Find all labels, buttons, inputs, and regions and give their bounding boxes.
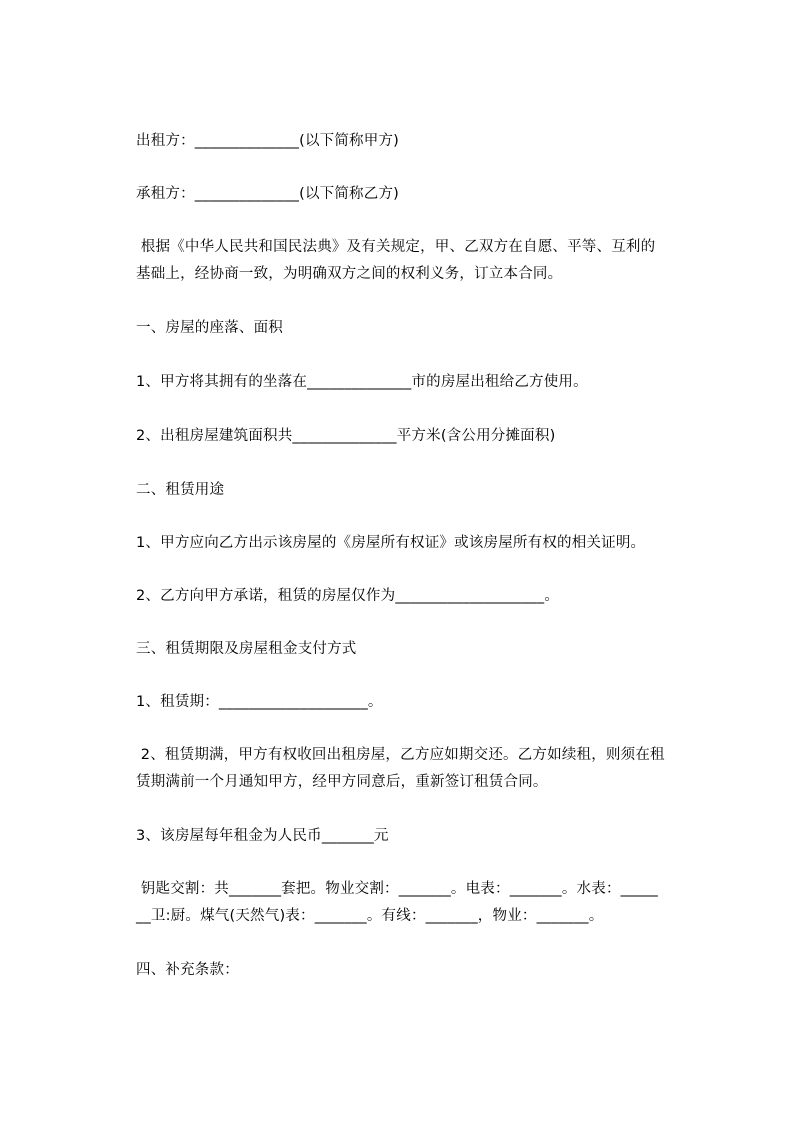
section-1-item-2: 2、出租房屋建筑面积共______________平方米(含公用分摊面积) bbox=[136, 428, 556, 444]
section-3-item-2-line-2: 赁期满前一个月通知甲方，经甲方同意后，重新签订租赁合同。 bbox=[136, 774, 548, 790]
lessee-line: 承租方：______________(以下简称乙方) bbox=[136, 186, 400, 202]
handover-line-1: 钥匙交割：共_______套把。物业交割：_______。电表：_______。水表：_____ bbox=[136, 881, 658, 897]
section-3-title: 三、租赁期限及房屋租金支付方式 bbox=[136, 641, 357, 657]
section-4-title: 四、补充条款： bbox=[136, 962, 239, 978]
preamble-line-1: 根据《中华人民共和国民法典》及有关规定，甲、乙双方在自愿、平等、互利的 bbox=[136, 239, 656, 255]
section-3-item-2-line-1: 2、租赁期满，甲方有权收回出租房屋，乙方应如期交还。乙方如续租，则须在租 bbox=[136, 747, 665, 763]
section-2-item-2: 2、乙方向甲方承诺，租赁的房屋仅作为____________________。 bbox=[136, 588, 560, 604]
section-2-item-1: 1、甲方应向乙方出示该房屋的《房屋所有权证》或该房屋所有权的相关证明。 bbox=[136, 535, 646, 551]
section-3-item-3: 3、该房屋每年租金为人民币_______元 bbox=[136, 828, 389, 844]
section-3-item-1: 1、租赁期：____________________。 bbox=[136, 694, 383, 710]
lessor-line: 出租方：______________(以下简称甲方) bbox=[136, 133, 400, 149]
section-1-item-1: 1、甲方将其拥有的坐落在______________市的房屋出租给乙方使用。 bbox=[136, 374, 588, 390]
section-2-title: 二、租赁用途 bbox=[136, 482, 225, 498]
handover-line-2: __卫:厨。煤气(天然气)表：_______。有线：_______，物业：_______。 bbox=[136, 908, 604, 924]
preamble-line-2: 基础上，经协商一致，为明确双方之间的权利义务，订立本合同。 bbox=[136, 266, 563, 282]
section-1-title: 一、房屋的座落、面积 bbox=[136, 320, 283, 336]
